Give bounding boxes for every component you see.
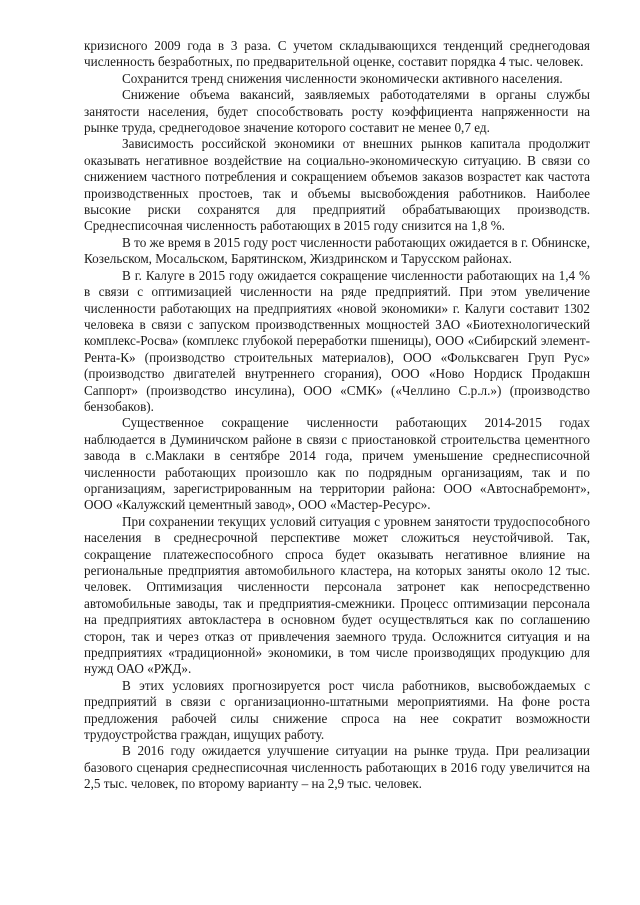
paragraph-4: Зависимость российской экономики от внешних рынков капитала продолжит оказывать негативное воздействие на социально-экономическую ситуацию. В связи со снижением частного потребления и сокращением объемов заказов возрастет как частота производственных простоев, так и объемы высвобождения работников. Наиболее высокие риски сохранятся для предприятий обрабатывающих производств. Среднесписочная численность работающих в 2015 году снизится на 1,8 %. (84, 136, 590, 234)
paragraph-3: Снижение объема вакансий, заявляемых работодателями в органы службы занятости населения, будет способствовать росту коэффициента напряженности на рынке труда, среднегодовое значение которого составит не менее 0,7 ед. (84, 87, 590, 136)
paragraph-2: Сохранится тренд снижения численности экономически активного населения. (122, 70, 563, 86)
paragraph-7: Существенное сокращение численности работающих 2014-2015 годах наблюдается в Думиничском районе в связи с приостановкой строительства цементного завода в с.Маклаки в сентябре 2014 года, причем уменьшение среднесписочной численности работающих произошло как по подрядным организациям, так и по организациям, зарегистрированным на территории района: ООО «Автоснабремонт», ООО «Калужский цементный завод», ООО «Мастер-Ресурс». (84, 415, 590, 513)
paragraph-5: В то же время в 2015 году рост численности работающих ожидается в г. Обнинске, Козельском, Мосальском, Барятинском, Жиздринском и Тарусском районах. (84, 234, 590, 267)
paragraph-9: В этих условиях прогнозируется рост числа работников, высвобождаемых с предприятий в связи с организационно-штатными мероприятиями. На фоне роста предложения рабочей силы снижение спроса на нее сократит возможности трудоустройства граждан, ищущих работу. (84, 677, 590, 743)
document-body (84, 38, 590, 793)
paragraph-1: кризисного 2009 года в 3 раза. С учетом складывающихся тенденций среднегодовая численность безработных, по предварительной оценке, составит порядка 4 тыс. человек. (84, 38, 590, 70)
paragraph-8: При сохранении текущих условий ситуация с уровнем занятости трудоспособного населения в среднесрочной перспективе может сложиться неустойчивой. Так, сокращение платежеспособного спроса будет оказывать негативное влияние на региональные предприятия автомобильного кластера, на которых заняты около 12 тыс. человек. Оптимизация численности персонала затронет как непосредственно автомобильные заводы, так и предприятия-смежники. Процесс оптимизации персонала на предприятиях автокластера в основном будет осуществляться как по соглашению сторон, так и через отказ от привлечения заемного труда. Осложнится ситуация и на предприятиях «традиционной» экономики, в том числе производящих продукцию для нужд ОАО «РЖД». (84, 513, 590, 677)
paragraph-10: В 2016 году ожидается улучшение ситуации на рынке труда. При реализации базового сценария среднесписочная численность работающих в 2016 году увеличится на 2,5 тыс. человек, по второму варианту – на 2,9 тыс. человек. (84, 743, 590, 792)
paragraph-6: В г. Калуге в 2015 году ожидается сокращение численности работающих на 1,4 % в связи с оптимизацией численности на ряде предприятий. При этом увеличение численности работающих на предприятиях «новой экономики» г. Калуги составит 1302 человека в связи с запуском производственных мощностей ЗАО «Биотехнологический комплекс-Росва» (комплекс глубокой переработки пшеницы), ООО «Сибирский элемент-Рента-К» (производство строительных материалов), ООО «Фольксваген Груп Рус» (производство двигателей внутреннего сгорания), ООО «Ново Нордиск Продакшн Саппорт» (производство инсулина), ООО «СМК» («Челлино С.р.л.») (производство бензобаков). (84, 267, 590, 414)
